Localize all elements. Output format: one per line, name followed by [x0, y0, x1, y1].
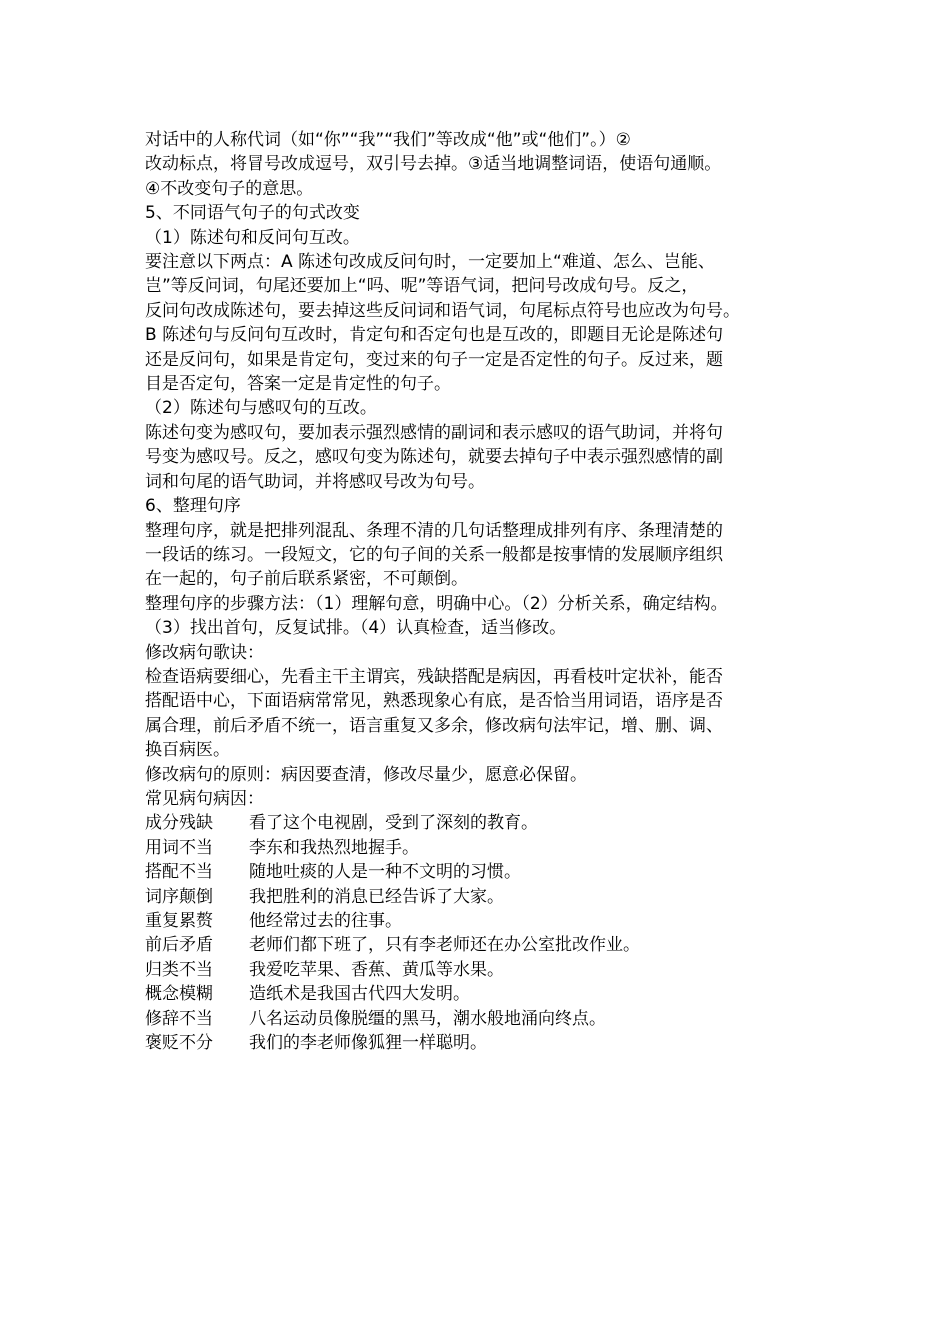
error-type-row — [145, 860, 825, 884]
text-line: 号变为感叹号。反之，感叹句变为陈述句，就要去掉句子中表示强烈感情的副 — [145, 447, 723, 468]
text-line: 还是反问句，如果是肯定句，变过来的句子一定是否定性的句子。反过来，题 — [145, 349, 723, 370]
text-line: 反问句改成陈述句，要去掉这些反问词和语气词，句尾标点符号也应改为句号。 — [145, 300, 740, 321]
error-type-row — [145, 909, 825, 933]
error-type-example: 我把胜利的消息已经告诉了大家。 — [249, 886, 504, 907]
error-type-row — [145, 1031, 825, 1055]
error-type-term: 褒贬不分 — [145, 1033, 213, 1054]
error-type-example: 八名运动员像脱缰的黑马，潮水般地涌向终点。 — [249, 1008, 606, 1029]
text-line: 一段话的练习。一段短文，它的句子间的关系一般都是按事情的发展顺序组织 — [145, 544, 723, 565]
text-line: 词和句尾的语气助词，并将感叹号改为句号。 — [145, 471, 485, 492]
error-type-row — [145, 836, 825, 860]
text-line: 整理句序的步骤方法：（1）理解句意，明确中心。（2）分析关系，确定结构。 — [145, 593, 728, 614]
text-line: 常见病句病因： — [145, 788, 264, 809]
error-type-row — [145, 958, 825, 982]
section-heading: 6、整理句序 — [145, 496, 241, 517]
text-line: 修改病句歌诀： — [145, 642, 264, 663]
error-type-example: 我们的李老师像狐狸一样聪明。 — [249, 1033, 487, 1054]
text-line: 岂”等反问词，句尾还要加上“吗、呢”等语气词，把问号改成句号。反之， — [145, 276, 699, 297]
text-line: 目是否定句，答案一定是肯定性的句子。 — [145, 374, 451, 395]
error-type-row — [145, 1007, 825, 1031]
text-line: 修改病句的原则：病因要查清，修改尽量少，愿意必保留。 — [145, 764, 587, 785]
text-line: 对话中的人称代词（如“你”“我”“我们”等改成“他”或“他们”。）② — [145, 130, 631, 150]
error-type-term: 重复累赘 — [145, 911, 213, 931]
text-line: 陈述句变为感叹句，要加表示强烈感情的副词和表示感叹的语气助词，并将句 — [145, 422, 723, 443]
section-heading: 5、不同语气句子的句式改变 — [145, 203, 360, 224]
text-line: 在一起的，句子前后联系紧密，不可颠倒。 — [145, 569, 468, 590]
error-type-example: 李东和我热烈地握手。 — [249, 837, 419, 858]
error-type-row — [145, 982, 825, 1006]
error-type-term: 词序颠倒 — [145, 886, 213, 907]
error-type-example: 随地吐痰的人是一种不文明的习惯。 — [249, 862, 521, 883]
error-type-term: 用词不当 — [145, 837, 213, 858]
subsection-heading: （2）陈述句与感叹句的互改。 — [145, 398, 377, 419]
error-type-example: 我爱吃苹果、香蕉、黄瓜等水果。 — [249, 959, 504, 980]
error-type-term: 修辞不当 — [145, 1008, 213, 1029]
error-type-term: 概念模糊 — [145, 984, 213, 1005]
error-type-row — [145, 933, 825, 957]
error-type-term: 归类不当 — [145, 959, 213, 980]
error-type-example: 他经常过去的往事。 — [249, 911, 402, 931]
text-line: B 陈述句与反问句互改时，肯定句和否定句也是互改的，即题目无论是陈述句 — [145, 325, 724, 346]
text-line: 属合理，前后矛盾不统一，语言重复又多余，修改病句法牢记，增、删、调、 — [145, 715, 723, 736]
text-line: 改动标点，将冒号改成逗号，双引号去掉。③适当地调整词语，使语句通顺。 — [145, 154, 722, 175]
text-line: ④不改变句子的意思。 — [145, 178, 314, 199]
document-body — [145, 128, 825, 1055]
error-type-example: 老师们都下班了，只有李老师还在办公室批改作业。 — [249, 935, 640, 956]
text-line: 换百病医。 — [145, 740, 230, 761]
text-line: 要注意以下两点：A 陈述句改成反问句时，一定要加上“难道、怎么、岂能、 — [145, 252, 715, 273]
text-line: （3）找出首句，反复试排。（4）认真检查，适当修改。 — [145, 618, 567, 639]
error-type-term: 前后矛盾 — [145, 935, 213, 956]
error-type-example: 看了这个电视剧，受到了深刻的教育。 — [249, 813, 538, 834]
text-line: 检查语病要细心，先看主干主谓宾，残缺搭配是病因，再看枝叶定状补，能否 — [145, 666, 723, 687]
error-type-example: 造纸术是我国古代四大发明。 — [249, 984, 470, 1005]
error-type-row — [145, 811, 825, 835]
error-type-term: 成分残缺 — [145, 813, 213, 834]
error-type-term: 搭配不当 — [145, 862, 213, 883]
subsection-heading: （1）陈述句和反问句互改。 — [145, 227, 360, 248]
text-line: 搭配语中心，下面语病常常见，熟悉现象心有底，是否恰当用词语，语序是否 — [145, 691, 723, 712]
text-line: 整理句序，就是把排列混乱、条理不清的几句话整理成排列有序、条理清楚的 — [145, 520, 723, 541]
error-type-row — [145, 885, 825, 909]
